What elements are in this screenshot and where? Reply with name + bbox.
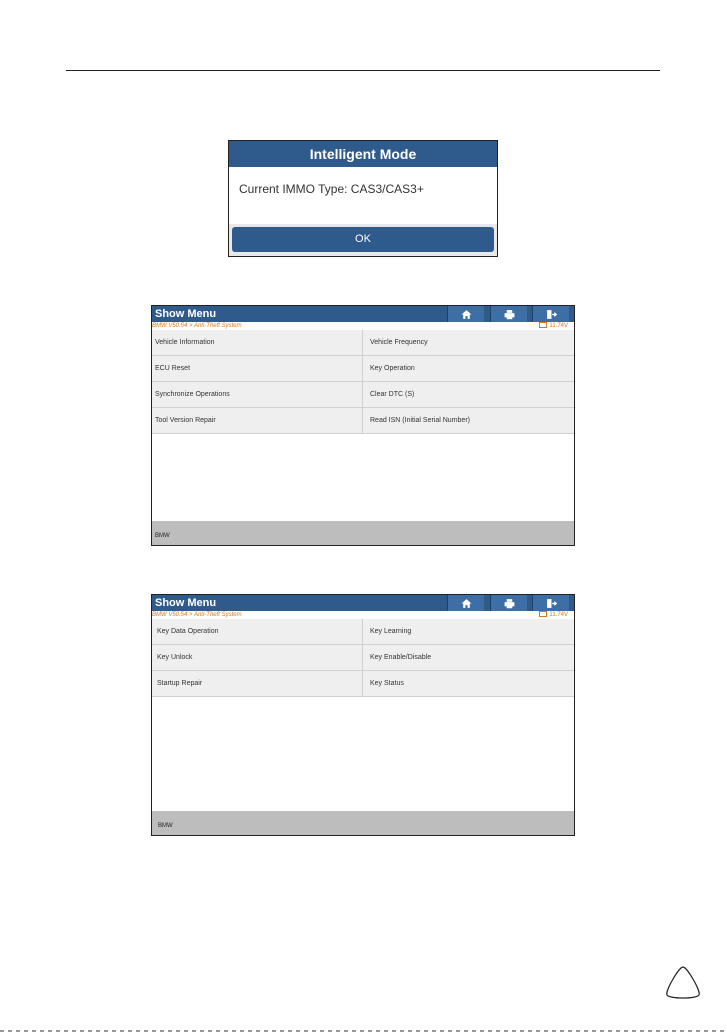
menu-item-vehicle-frequency[interactable]: Vehicle Frequency xyxy=(362,330,574,356)
breadcrumb: BMW V50.54 > Anti-Theft System xyxy=(152,323,242,329)
page-corner-mark xyxy=(663,965,703,1000)
voltage-value: 11.74V xyxy=(549,612,568,618)
menu-item-key-unlock[interactable]: Key Unlock xyxy=(152,645,362,671)
menu-item-key-status[interactable]: Key Status xyxy=(362,671,574,697)
intelligent-mode-dialog xyxy=(228,140,498,257)
menu-item-key-learning[interactable]: Key Learning xyxy=(362,619,574,645)
menu-item-clear-dtc[interactable]: Clear DTC (S) xyxy=(362,382,574,408)
battery-icon xyxy=(539,611,547,617)
voltage-value: 11.74V xyxy=(549,323,568,329)
exit-icon xyxy=(546,309,557,320)
dialog-footer xyxy=(229,224,497,256)
print-button[interactable] xyxy=(490,595,527,611)
menu-item-key-data-operation[interactable]: Key Data Operation xyxy=(152,619,362,645)
home-button[interactable] xyxy=(447,306,484,322)
voltage-indicator xyxy=(539,611,568,619)
home-icon xyxy=(461,309,472,320)
dialog-message: Current IMMO Type: CAS3/CAS3+ xyxy=(239,182,424,196)
dialog-title: Intelligent Mode xyxy=(229,141,497,167)
path-bar xyxy=(152,322,574,330)
print-icon xyxy=(504,598,515,609)
exit-icon xyxy=(546,598,557,609)
status-footer xyxy=(152,521,574,545)
breadcrumb: BMW V50.54 > Anti-Theft System xyxy=(152,612,242,618)
menu-item-ecu-reset[interactable]: ECU Reset xyxy=(152,356,362,382)
menu-grid xyxy=(152,619,574,697)
page-bottom-dashes xyxy=(0,1030,727,1032)
ok-button[interactable]: OK xyxy=(232,227,494,252)
header-bar xyxy=(152,306,574,322)
header-bar xyxy=(152,595,574,611)
home-icon xyxy=(461,598,472,609)
menu-grid xyxy=(152,330,574,434)
screen-title: Show Menu xyxy=(155,308,217,320)
exit-button[interactable] xyxy=(532,595,569,611)
footer-label: BMW xyxy=(155,533,170,539)
menu-item-synchronize-operations[interactable]: Synchronize Operations xyxy=(152,382,362,408)
screen-title: Show Menu xyxy=(155,597,217,609)
menu-item-key-operation[interactable]: Key Operation xyxy=(362,356,574,382)
show-menu-screen-1 xyxy=(151,305,575,546)
menu-item-startup-repair[interactable]: Startup Repair xyxy=(152,671,362,697)
path-bar xyxy=(152,611,574,619)
menu-item-vehicle-information[interactable]: Vehicle Information xyxy=(152,330,362,356)
print-button[interactable] xyxy=(490,306,527,322)
top-divider xyxy=(66,70,660,71)
menu-item-tool-version-repair[interactable]: Tool Version Repair xyxy=(152,408,362,434)
home-button[interactable] xyxy=(447,595,484,611)
print-icon xyxy=(504,309,515,320)
battery-icon xyxy=(539,322,547,328)
exit-button[interactable] xyxy=(532,306,569,322)
menu-item-key-enable-disable[interactable]: Key Enable/Disable xyxy=(362,645,574,671)
voltage-indicator xyxy=(539,322,568,330)
show-menu-screen-2 xyxy=(151,594,575,836)
footer-label: BMW xyxy=(158,823,173,829)
status-footer xyxy=(152,811,574,835)
menu-item-read-isn[interactable]: Read ISN (Initial Serial Number) xyxy=(362,408,574,434)
